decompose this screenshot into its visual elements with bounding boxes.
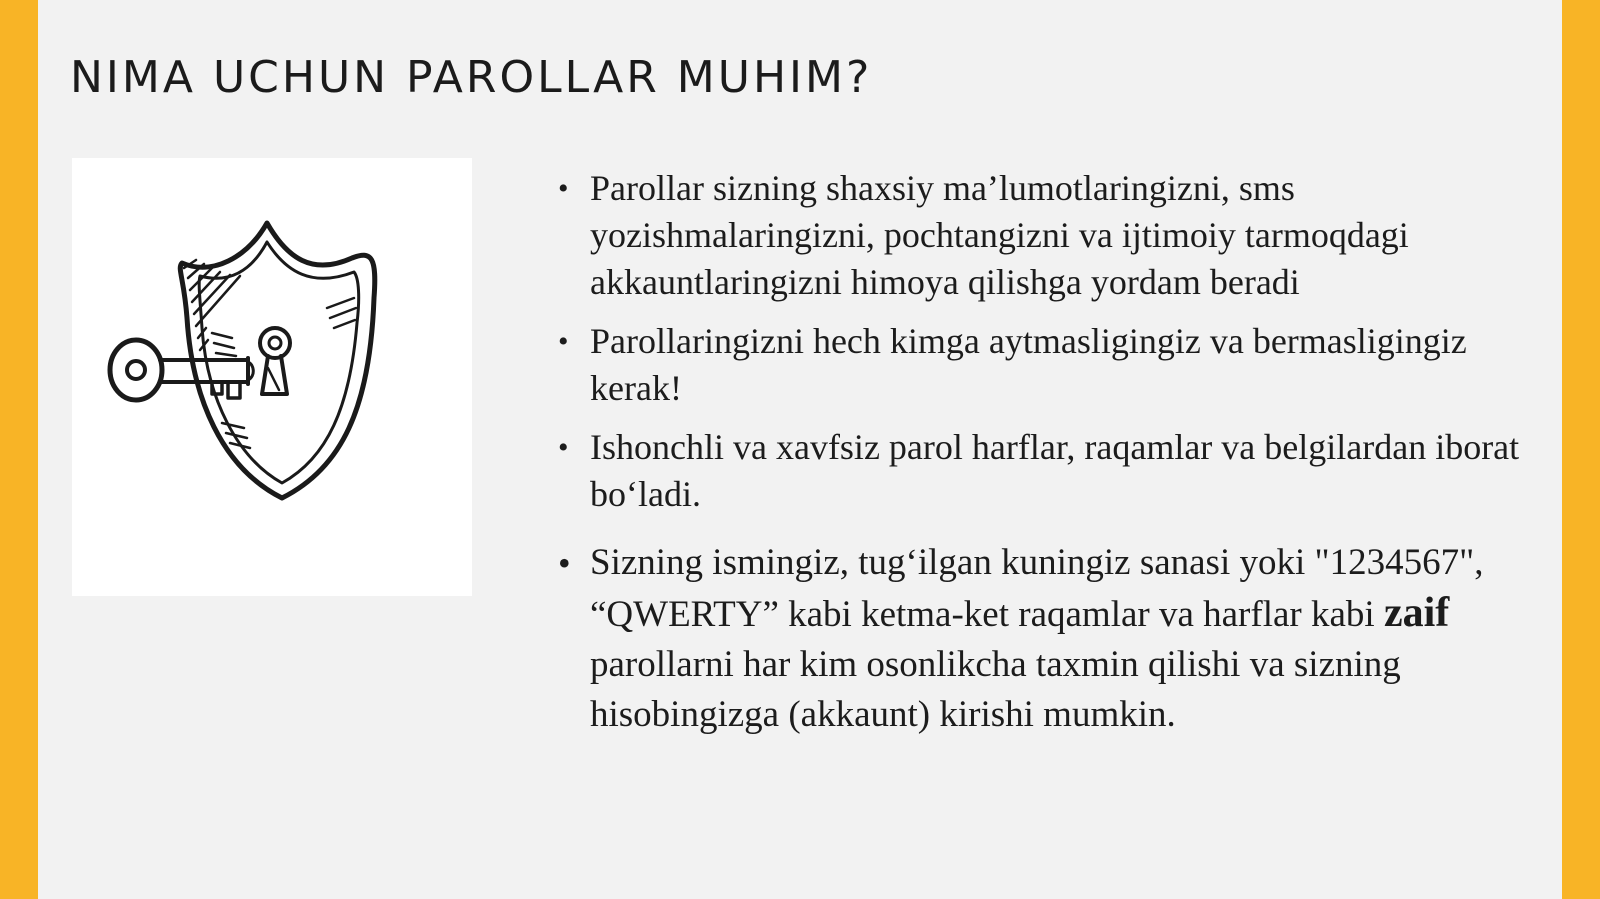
bullet-item: • Parollar sizning shaxsiy ma’lumotlaringizni, sms yozishmalaringizni, pochtangizni va ijtimoiy tarmoqdagi akkauntlaringizni himoya qilishga yordam beradi [558,165,1548,306]
bullet-item: • Parollaringizni hech kimga aytmasligingiz va bermasligingiz kerak! [558,318,1548,412]
bullet-text: Sizning ismingiz, tug‘ilgan kuningiz sanasi yoki "1234567", “QWERTY” kabi ketma-ket raqamlar va harflar kabi [590,542,1484,635]
right-accent-bar [1562,0,1600,899]
slide-title: NIMA UCHUN PAROLLAR MUHIM? [70,52,873,103]
bullet-list [558,165,1548,740]
emphasis-word: zaif [1383,590,1450,636]
bullet-text: parollarni har kim osonlikcha taxmin qilishi va sizning hisobingizga (akkaunt) kirishi mumkin. [590,644,1401,735]
bullet-item [558,538,1548,740]
shield-keyhole-key-icon [72,158,472,596]
illustration-panel [72,158,472,596]
left-accent-bar [0,0,38,899]
bullet-item: • Ishonchli va xavfsiz parol harflar, raqamlar va belgilardan iborat bo‘ladi. [558,424,1548,518]
